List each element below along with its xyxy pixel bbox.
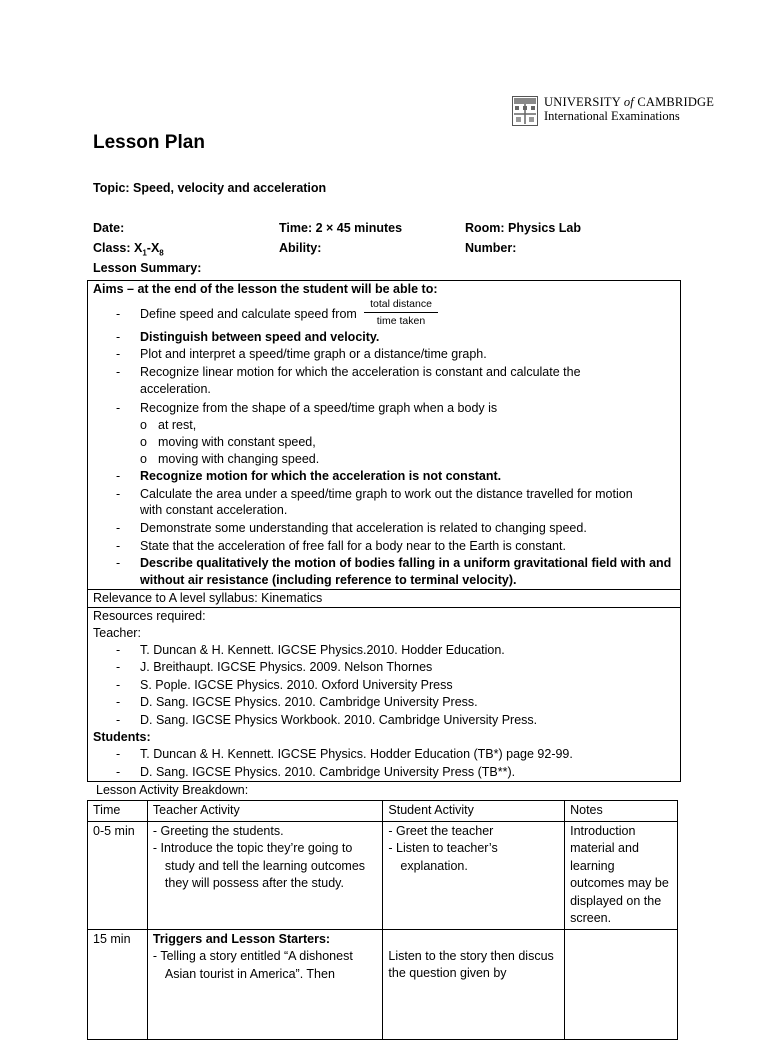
bullet-dash: - — [116, 539, 121, 553]
bullet-dash: - — [116, 401, 121, 415]
bullet-dash: - — [116, 695, 121, 709]
aim-item-continued: without air resistance (including reference to terminal velocity). — [140, 573, 517, 587]
table-header-row — [88, 801, 678, 822]
lesson-summary-label: Lesson Summary: — [93, 261, 202, 275]
bullet-dash: - — [116, 307, 121, 321]
teacher-activity-heading: Triggers and Lesson Starters: — [152, 931, 331, 946]
aim-item: Recognize linear motion for which the acceleration is constant and calculate the — [140, 365, 581, 379]
students-label: Students: — [93, 730, 151, 744]
teacher-resource-item: J. Breithaupt. IGCSE Physics. 2009. Nelson Thornes — [140, 660, 433, 674]
notes-cell: Introduction material and learning outcomes may be displayed on the screen. — [565, 821, 678, 929]
teacher-resource-item: D. Sang. IGCSE Physics. 2010. Cambridge University Press. — [140, 695, 478, 709]
bullet-dash: - — [116, 487, 121, 501]
breakdown-label: Lesson Activity Breakdown: — [96, 783, 249, 797]
student-resource-item: D. Sang. IGCSE Physics. 2010. Cambridge University Press (TB**). — [140, 765, 516, 779]
aim-item: Recognize from the shape of a speed/time graph when a body is — [140, 401, 498, 415]
time-label: Time: 2 × 45 minutes — [279, 221, 403, 235]
ability-label: Ability: — [279, 241, 322, 255]
column-header-student: Student Activity — [383, 801, 565, 822]
fraction-denominator: time taken — [376, 315, 426, 327]
aim-item: Distinguish between speed and velocity. — [140, 330, 380, 344]
aim-item-continued: with constant acceleration. — [140, 503, 288, 517]
aims-heading: Aims – at the end of the lesson the student will be able to: — [93, 282, 438, 296]
aim-item: Calculate the area under a speed/time graph to work out the distance travelled for motion — [140, 487, 633, 501]
bullet-dash: - — [116, 365, 121, 379]
time-cell: 15 min — [88, 929, 148, 1039]
bullet-dash: - — [116, 660, 121, 674]
aim-item: Define speed and calculate speed from — [140, 307, 357, 321]
cambridge-logo — [512, 95, 715, 126]
fraction-numerator: total distance — [370, 298, 432, 310]
column-header-notes: Notes — [565, 801, 678, 822]
aim-item: State that the acceleration of free fall for a body near to the Earth is constant. — [140, 539, 566, 553]
bullet-dash: - — [116, 556, 121, 570]
student-activity-item: - Greet the teacher — [388, 823, 494, 838]
student-resource-item: T. Duncan & H. Kennett. IGCSE Physics. Hodder Education (TB*) page 92-99. — [140, 747, 573, 761]
teacher-resource-item: S. Pople. IGCSE Physics. 2010. Oxford University Press — [140, 678, 453, 692]
bullet-circle: o — [140, 418, 147, 432]
aim-item: Describe qualitatively the motion of bodies falling in a uniform gravitational field with and — [140, 556, 672, 570]
time-cell: 0-5 min — [88, 821, 148, 929]
number-label: Number: — [465, 241, 517, 255]
bullet-dash: - — [116, 347, 121, 361]
date-label: Date: — [93, 221, 125, 235]
student-activity-cell — [383, 821, 565, 929]
table-row — [88, 929, 678, 1039]
topic: Topic: Speed, velocity and acceleration — [93, 181, 327, 195]
notes-cell — [565, 929, 678, 1039]
page-title: Lesson Plan — [93, 132, 205, 153]
teacher-resource-item: T. Duncan & H. Kennett. IGCSE Physics.2010. Hodder Education. — [140, 643, 505, 657]
table-row — [88, 821, 678, 929]
relevance-text: Relevance to A level syllabus: Kinematics — [93, 591, 323, 605]
teacher-activity-cell — [147, 821, 382, 929]
logo-international-text: International Examinations — [544, 109, 680, 123]
fraction-bar — [364, 312, 438, 313]
aim-item: Demonstrate some understanding that acceleration is related to changing speed. — [140, 521, 587, 535]
column-header-time: Time — [88, 801, 148, 822]
teacher-label: Teacher: — [93, 626, 141, 640]
aim-item: Plot and interpret a speed/time graph or a distance/time graph. — [140, 347, 487, 361]
teacher-resource-item: D. Sang. IGCSE Physics Workbook. 2010. Cambridge University Press. — [140, 713, 538, 727]
room-label: Room: Physics Lab — [465, 221, 581, 235]
speed-fraction — [364, 298, 438, 327]
activity-table — [87, 800, 678, 1040]
teacher-activity-cell — [147, 929, 382, 1039]
bullet-dash: - — [116, 713, 121, 727]
student-activity-item: - Listen to teacher’s explanation. — [388, 841, 498, 873]
bullet-dash: - — [116, 521, 121, 535]
logo-university-text: UNIVERSITY of CAMBRIDGE — [544, 95, 715, 109]
bullet-dash: - — [116, 765, 121, 779]
aim-item: Recognize motion for which the acceleration is not constant. — [140, 469, 502, 483]
aim-subitem: at rest, — [158, 418, 197, 432]
resources-heading: Resources required: — [93, 609, 206, 623]
aim-item-continued: acceleration. — [140, 382, 211, 396]
teacher-activity-item: - Telling a story entitled “A dishonest Asian tourist in America”. Then — [152, 949, 353, 981]
teacher-activity-item: - Introduce the topic they’re going to study and tell the learning outcomes they will possess after the study. — [152, 841, 366, 890]
class-label: Class: $X_1-X_8$ — [93, 241, 164, 258]
aim-subitem: moving with changing speed. — [158, 452, 320, 466]
aim-subitem: moving with constant speed, — [158, 435, 316, 449]
bullet-circle: o — [140, 435, 147, 449]
bullet-dash: - — [116, 747, 121, 761]
bullet-dash: - — [116, 678, 121, 692]
cambridge-crest-icon — [512, 96, 538, 126]
bullet-circle: o — [140, 452, 147, 466]
student-activity-item: Listen to the story then discus the question given by — [388, 948, 554, 980]
column-header-teacher: Teacher Activity — [147, 801, 382, 822]
bullet-dash: - — [116, 643, 121, 657]
teacher-activity-item: - Greeting the students. — [152, 823, 284, 838]
bullet-dash: - — [116, 330, 121, 344]
bullet-dash: - — [116, 469, 121, 483]
student-activity-cell — [383, 929, 565, 1039]
